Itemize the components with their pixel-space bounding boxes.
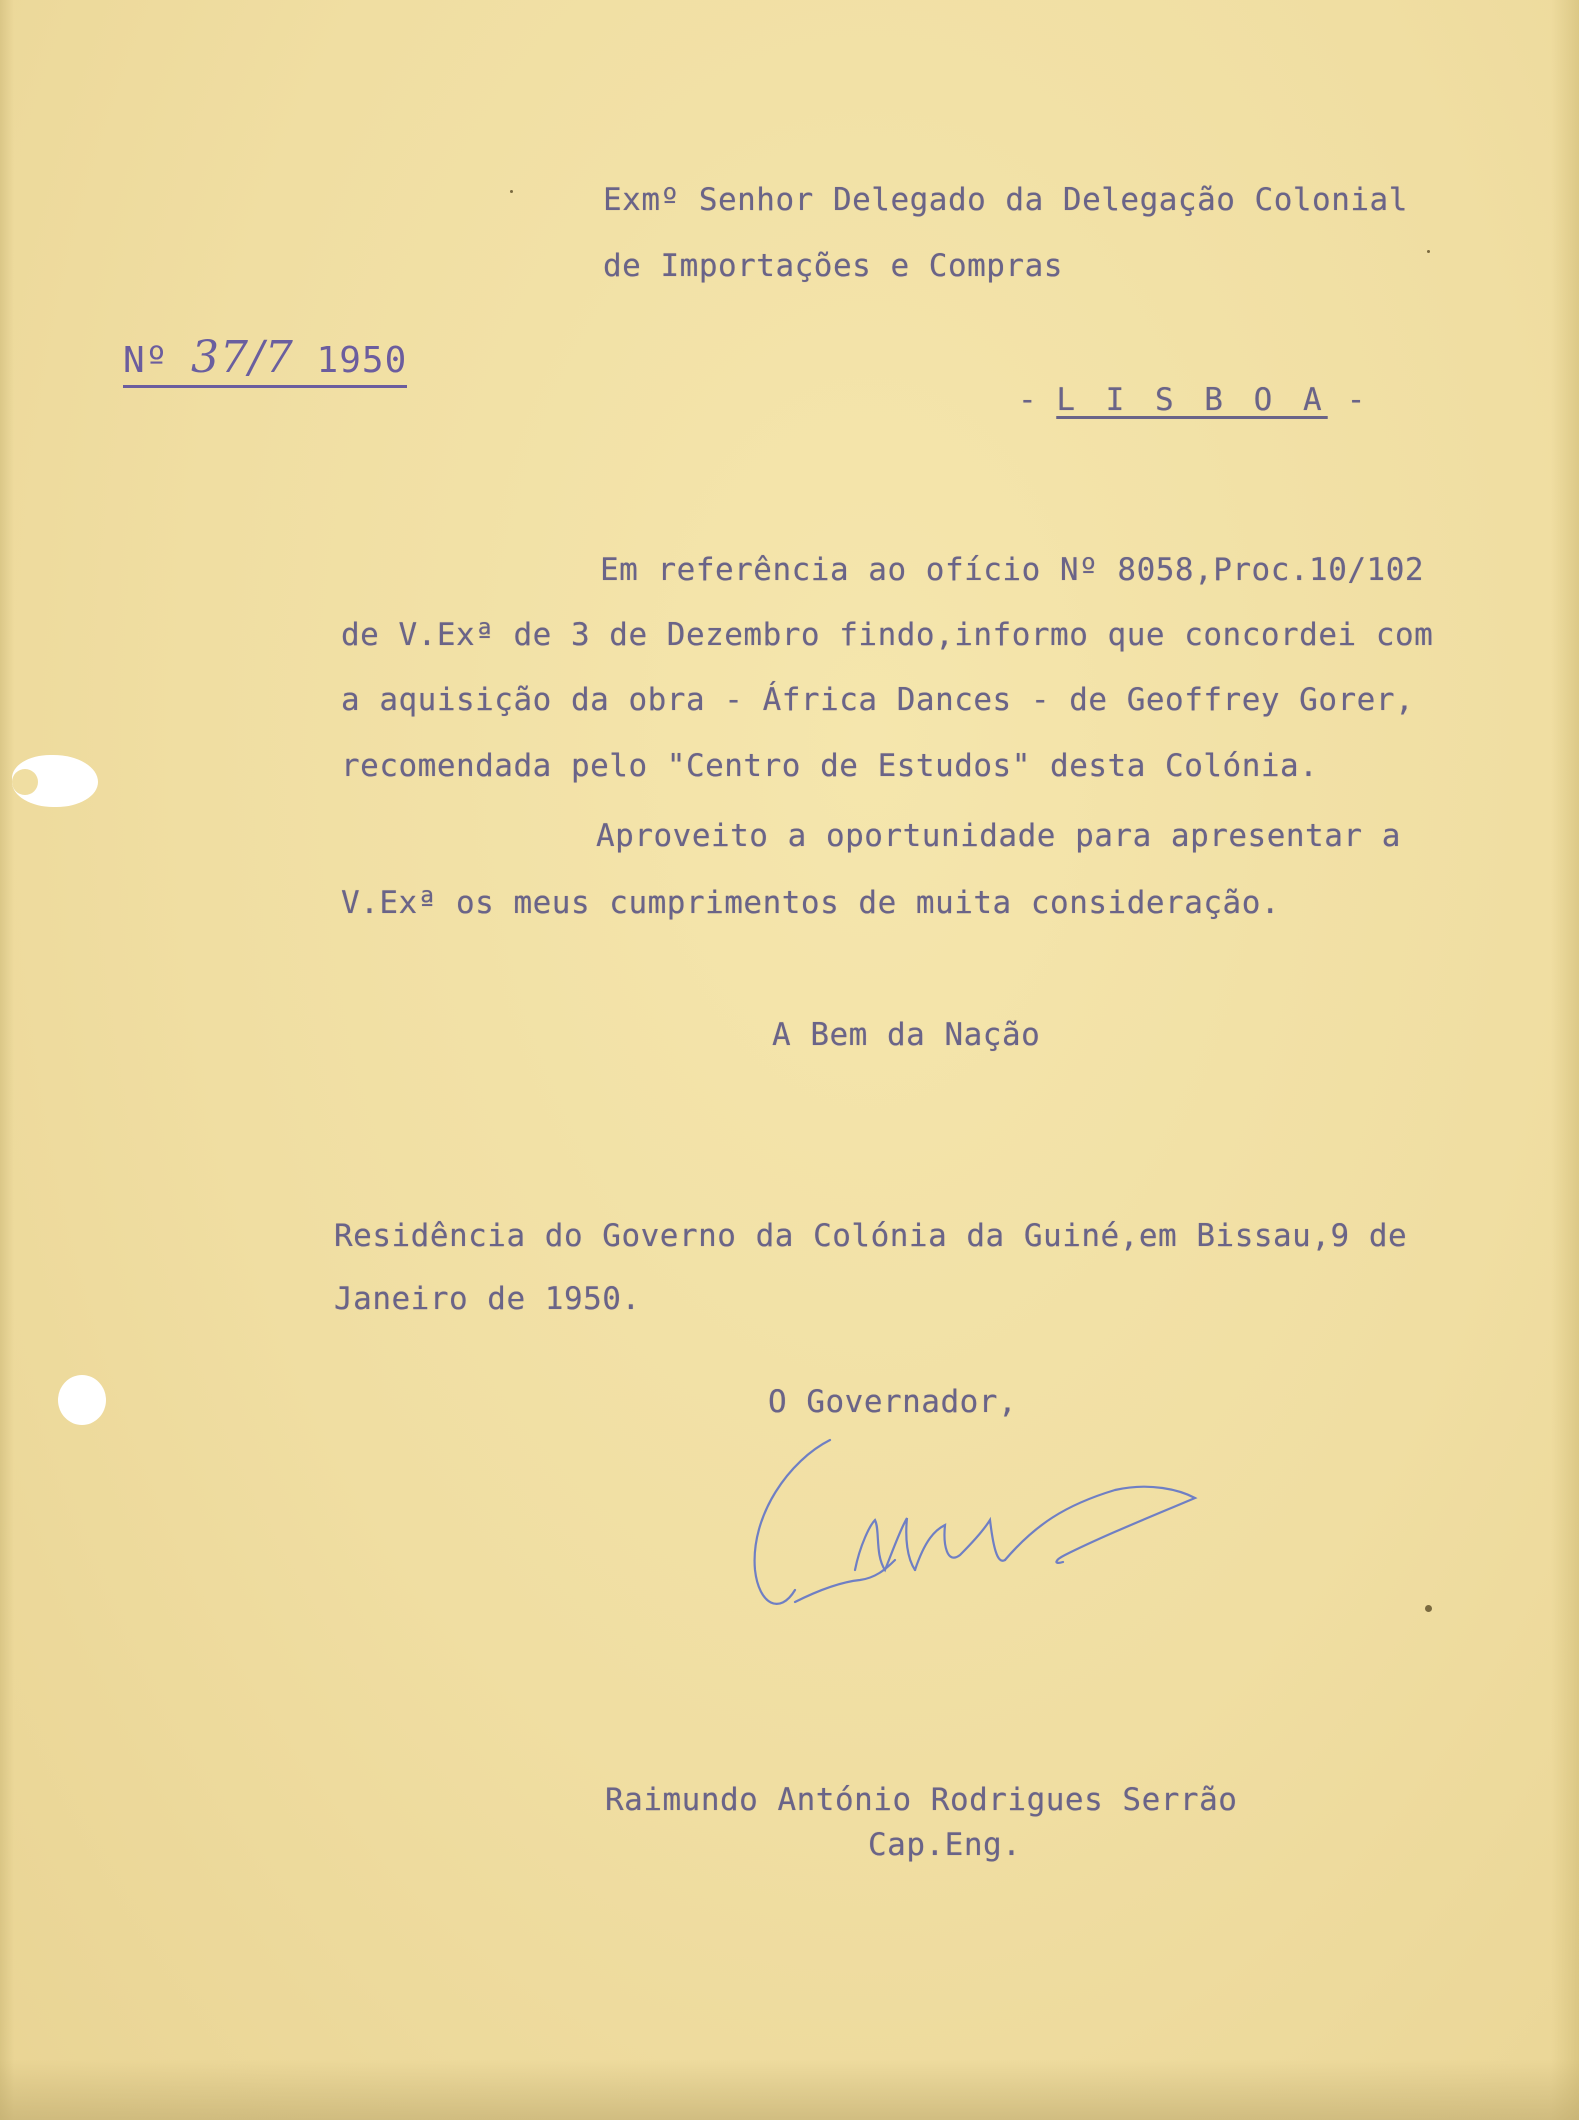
addressee-line-2: de Importações e Compras [603,248,1063,284]
body-line-4: recomendada pelo "Centro de Estudos" desta Colónia. [341,748,1319,784]
signatory-name: Raimundo António Rodrigues Serrão [605,1782,1238,1818]
paper-edge-shadow-left [0,0,14,2120]
city-name: L I S B O A [1056,382,1328,418]
destination-city [1018,382,1366,418]
punch-hole-bottom [58,1375,106,1425]
place-date-line-1: Residência do Governo da Colónia da Guiné,em Bissau,9 de [334,1218,1408,1254]
signatory-title: O Governador, [768,1384,1018,1420]
signatory-rank: Cap.Eng. [868,1827,1022,1863]
paper-speck [510,190,513,193]
handwritten-signature [735,1420,1205,1620]
reference-number-handwritten: 37/7 [191,332,294,383]
body-line-2: de V.Exª de 3 de Dezembro findo,informo que concordei com [341,617,1434,653]
paper-edge-shadow-right [1551,0,1579,2120]
punch-hole-top [12,755,98,807]
paper-edge-shadow-bottom [0,2060,1579,2120]
body-line-3: a aquisição da obra - África Dances - de Geoffrey Gorer, [341,682,1415,718]
closing-salutation: A Bem da Nação [772,1017,1041,1053]
body-line-5: Aproveito a oportunidade para apresentar a [596,818,1401,854]
city-prefix: - [1018,382,1057,418]
reference-number-stamp [123,332,407,388]
place-date-line-2: Janeiro de 1950. [334,1281,641,1317]
reference-prefix: Nº [123,340,169,381]
addressee-line-1: Exmº Senhor Delegado da Delegação Colonial [603,182,1408,218]
city-suffix: - [1327,382,1366,418]
paper-speck [1427,250,1430,253]
reference-year: 1950 [316,340,408,381]
body-line-6: V.Exª os meus cumprimentos de muita consideração. [341,885,1281,921]
body-line-1: Em referência ao ofício Nº 8058,Proc.10/102 [600,552,1425,588]
paper-speck [1425,1605,1432,1612]
